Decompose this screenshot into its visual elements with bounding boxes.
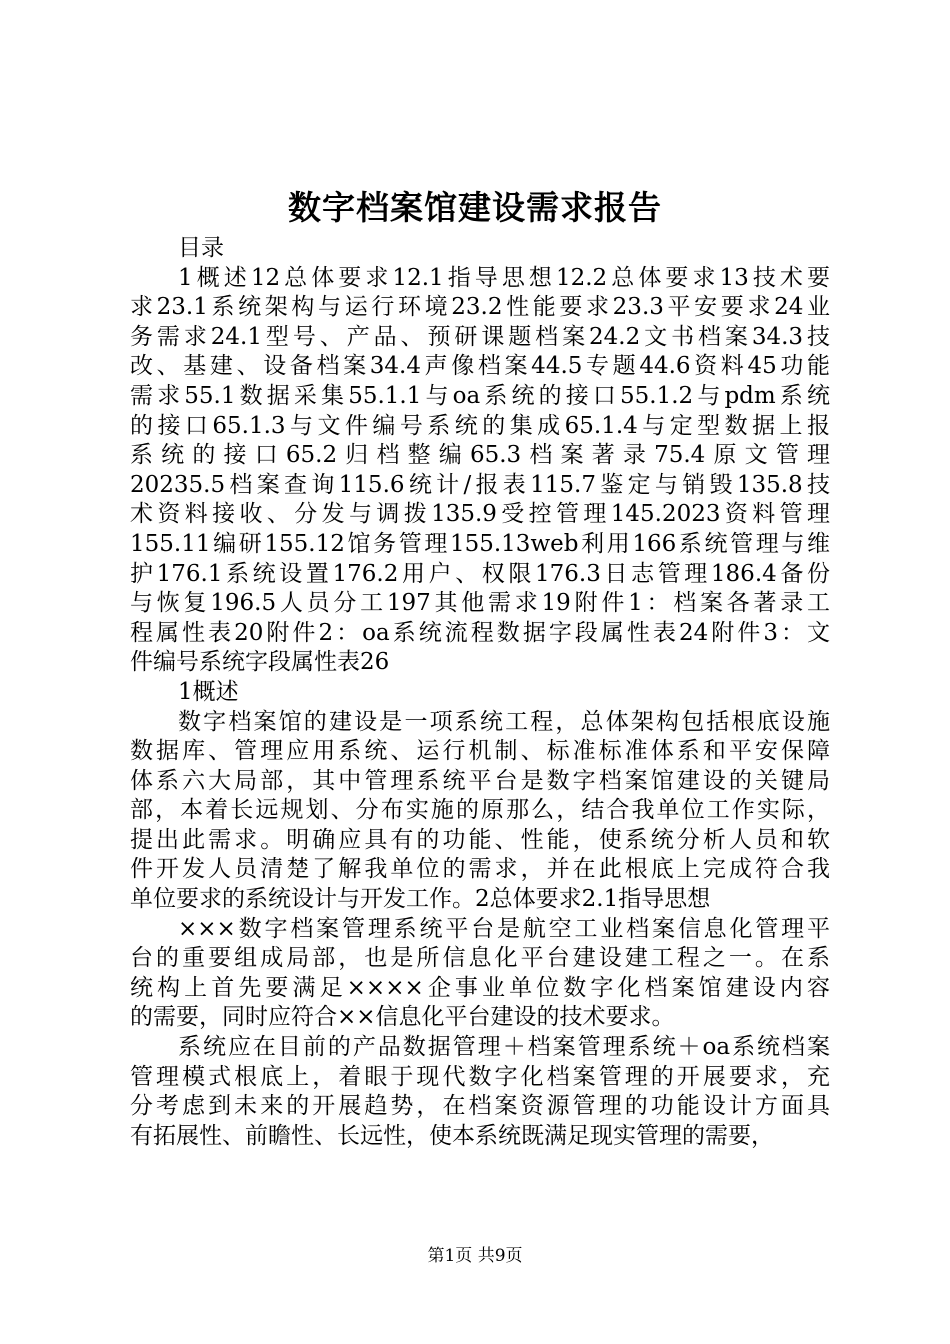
- text-line: 求23.1系统架构与运行环境23.2性能要求23.3平安要求24业: [130, 294, 830, 321]
- text-line: 管理模式根底上，着眼于现代数字化档案管理的开展要求，充: [130, 1063, 830, 1090]
- text-line: ×××数字档案管理系统平台是航空工业档案信息化管理平: [178, 915, 830, 942]
- text-line: 统构上首先要满足××××企事业单位数字化档案馆建设内容: [130, 974, 830, 1001]
- text-line: 单位要求的系统设计与开发工作。2总体要求2.1指导思想: [130, 886, 711, 913]
- text-line: 20235.5档案查询115.6统计/报表115.7鉴定与销毁135.8技: [130, 471, 830, 498]
- document-title: 数字档案馆建设需求报告: [288, 188, 662, 227]
- text-line: 台的重要组成局部，也是所信息化平台建设建工程之一。在系: [130, 945, 830, 972]
- paragraph-para-2: [130, 915, 830, 1033]
- text-line: 数字档案馆的建设是一项系统工程，总体架构包括根底设施: [178, 708, 830, 735]
- paragraph-toc-heading: [130, 234, 830, 264]
- text-line: 目录: [178, 235, 224, 261]
- text-line: 系统应在目前的产品数据管理＋档案管理系统＋oa系统档案: [178, 1034, 830, 1061]
- text-line: 件编号系统字段属性表26: [130, 649, 390, 676]
- text-line: 的接口65.1.3与文件编号系统的集成65.1.4与定型数据上报: [130, 412, 830, 439]
- text-line: 改、基建、设备档案34.4声像档案44.5专题44.6资料45功能: [130, 353, 830, 380]
- text-line: 务需求24.1型号、产品、预研课题档案24.2文书档案34.3技: [130, 323, 830, 350]
- text-line: 件开发人员清楚了解我单位的需求，并在此根底上完成符合我: [130, 856, 830, 883]
- text-line: 术资料接收、分发与调拨135.9受控管理145.2023资料管理: [130, 501, 830, 528]
- text-line: 系统的接口65.2归档整编65.3档案著录75.4原文管理: [130, 442, 830, 469]
- paragraph-para-3: [130, 1033, 830, 1151]
- text-line: 体系六大局部，其中管理系统平台是数字档案馆建设的关键局: [130, 767, 830, 794]
- paragraph-section-1-heading: [130, 678, 830, 708]
- paragraph-para-1: [130, 708, 830, 915]
- text-line: 1概述12总体要求12.1指导思想12.2总体要求13技术要: [178, 264, 830, 291]
- text-line: 155.11编研155.12馆务管理155.13web利用166系统管理与维: [130, 530, 830, 557]
- text-line: 部，本着长远规划、分布实施的原那么，结合我单位工作实际，: [130, 797, 830, 824]
- text-line: 数据库、管理应用系统、运行机制、标准标准体系和平安保障: [130, 738, 830, 765]
- paragraph-toc: [130, 264, 830, 678]
- text-line: 提出此需求。明确应具有的功能、性能，使系统分析人员和软: [130, 826, 830, 853]
- text-line: 有拓展性、前瞻性、长远性，使本系统既满足现实管理的需要，: [130, 1122, 774, 1149]
- document-body: [130, 234, 830, 1151]
- text-line: 护176.1系统设置176.2用户、权限176.3日志管理186.4备份: [130, 560, 830, 587]
- text-line: 1概述: [178, 678, 239, 705]
- text-line: 与恢复196.5人员分工197其他需求19附件1：档案各著录工: [130, 590, 830, 617]
- text-line: 需求55.1数据采集55.1.1与oa系统的接口55.1.2与pdm系统: [130, 382, 830, 409]
- text-line: 的需要，同时应符合××信息化平台建设的技术要求。: [130, 1004, 675, 1031]
- page-footer: 第1页 共9页: [427, 1246, 523, 1266]
- text-line: 程属性表20附件2：oa系统流程数据字段属性表24附件3：文: [130, 619, 830, 646]
- text-line: 分考虑到未来的开展趋势，在档案资源管理的功能设计方面具: [130, 1093, 830, 1120]
